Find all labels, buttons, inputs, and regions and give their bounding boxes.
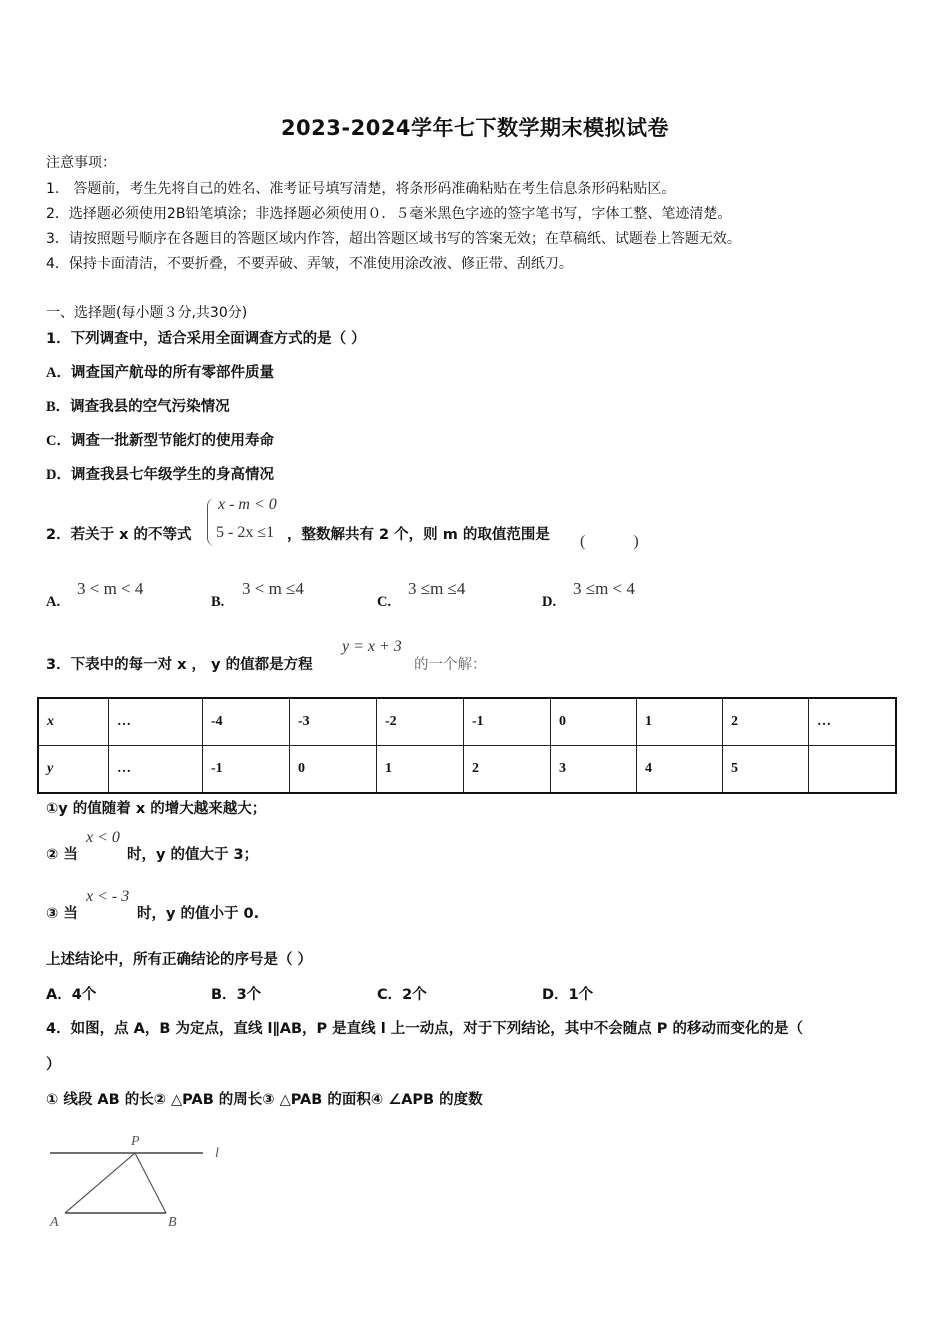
q1-option-c[interactable] bbox=[46, 429, 274, 450]
q2-option-c[interactable] bbox=[377, 594, 391, 611]
table-cell: 5 bbox=[723, 746, 809, 794]
option-label: C． bbox=[46, 433, 71, 449]
table-cell: -1 bbox=[464, 698, 551, 746]
label-a: A bbox=[50, 1215, 59, 1230]
q2-option-b[interactable] bbox=[211, 594, 224, 611]
q2-answer-blank: ( ) bbox=[580, 533, 639, 550]
table-cell: y bbox=[38, 746, 109, 794]
inequality-system bbox=[207, 496, 297, 550]
option-text: 4个 bbox=[71, 987, 97, 1003]
table-cell: … bbox=[109, 698, 203, 746]
option-label: C． bbox=[377, 987, 403, 1003]
triangle-figure bbox=[40, 1125, 240, 1235]
option-label: B. bbox=[211, 594, 225, 610]
q4-items: ① 线段 AB 的长② △PAB 的周长③ △PAB 的面积④ ∠APB 的度数 bbox=[46, 1092, 483, 1108]
notice-heading: 注意事项： bbox=[46, 155, 116, 171]
section-heading: 一、选择题(每小题３分,共30分) bbox=[46, 305, 248, 321]
q3-conclusion-2 bbox=[46, 843, 78, 864]
option-text: 3个 bbox=[236, 987, 262, 1003]
table-cell: 3 bbox=[551, 746, 637, 794]
table-row-y bbox=[38, 746, 896, 794]
q2-option-d-math: 3 ≤m < 4 bbox=[573, 579, 635, 598]
q2-option-b-math: 3 < m ≤4 bbox=[242, 579, 304, 598]
option-text: 2个 bbox=[402, 987, 427, 1003]
conclusion-2-math: x < 0 bbox=[86, 829, 120, 846]
option-label: B． bbox=[46, 399, 71, 415]
label-p: P bbox=[131, 1134, 140, 1149]
conclusion-prefix: ③ 当 bbox=[46, 906, 78, 922]
q2-option-a[interactable] bbox=[46, 594, 60, 611]
q1-stem: 1．下列调查中，适合采用全面调查方式的是（ ） bbox=[46, 331, 366, 347]
q3-option-c[interactable] bbox=[377, 983, 427, 1004]
conclusion-prefix: ① bbox=[46, 801, 59, 817]
table-cell: 0 bbox=[290, 746, 377, 794]
inequality-1: x - m < 0 bbox=[218, 496, 277, 513]
xy-table bbox=[37, 697, 897, 794]
table-cell: x bbox=[38, 698, 109, 746]
conclusion-3-math: x < - 3 bbox=[86, 888, 130, 905]
option-label: C. bbox=[377, 594, 392, 610]
table-cell: … bbox=[809, 698, 897, 746]
q3-option-a[interactable] bbox=[46, 983, 96, 1004]
q3-equation: y = x + 3 bbox=[342, 638, 402, 655]
table-cell: -1 bbox=[203, 746, 290, 794]
q1-option-a[interactable] bbox=[46, 361, 274, 382]
table-cell: 0 bbox=[551, 698, 637, 746]
option-label: D． bbox=[542, 987, 569, 1003]
q2-option-d[interactable] bbox=[542, 594, 556, 611]
q3-stem-before: 3．下表中的每一对 x ， y 的值都是方程 bbox=[46, 657, 313, 673]
conclusion-text: y 的值随着 x 的增大越来越大； bbox=[58, 801, 267, 817]
q2-stem-after: ，整数解共有 2 个，则 m 的取值范围是 bbox=[287, 527, 550, 543]
table-cell: 1 bbox=[377, 746, 464, 794]
segment-pa bbox=[65, 1153, 135, 1213]
q2-option-c-math: 3 ≤m ≤4 bbox=[408, 579, 466, 598]
brace-icon bbox=[207, 498, 216, 546]
segment-pb bbox=[135, 1153, 166, 1213]
option-label: D. bbox=[542, 594, 557, 610]
table-cell: 1 bbox=[637, 698, 723, 746]
notice-item-3: 3．请按照题号顺序在各题目的答题区域内作答，超出答题区域书写的答案无效；在草稿纸、试题卷上答题无效。 bbox=[46, 231, 741, 247]
option-label: D． bbox=[46, 467, 71, 483]
q4-stem-line2: ） bbox=[46, 1057, 61, 1073]
table-row-x bbox=[38, 698, 896, 746]
table-cell: -3 bbox=[290, 698, 377, 746]
conclusion-3-text: 时，y 的值小于 0. bbox=[137, 906, 260, 922]
table-cell: -2 bbox=[377, 698, 464, 746]
table-cell: … bbox=[109, 746, 203, 794]
q3-conclusion-1 bbox=[46, 797, 266, 818]
option-label: A. bbox=[46, 594, 61, 610]
option-text: 调查国产航母的所有零部件质量 bbox=[70, 365, 274, 381]
option-label: A． bbox=[46, 987, 72, 1003]
q2-option-a-math: 3 < m < 4 bbox=[77, 579, 144, 598]
q1-option-b[interactable] bbox=[46, 395, 230, 416]
option-text: 调查我县的空气污染情况 bbox=[70, 399, 230, 415]
table-cell: 2 bbox=[723, 698, 809, 746]
q3-conclusion-3 bbox=[46, 902, 78, 923]
q3-stem-after: 的一个解： bbox=[414, 657, 487, 673]
option-label: B． bbox=[211, 987, 237, 1003]
option-text: 1个 bbox=[568, 987, 594, 1003]
option-text: 调查一批新型节能灯的使用寿命 bbox=[70, 433, 274, 449]
q3-question: 上述结论中，所有正确结论的序号是（ ） bbox=[46, 952, 313, 968]
notice-item-2: 2．选择题必须使用2B铅笔填涂；非选择题必须使用０．５毫米黑色字迹的签字笔书写，字体工整、笔迹清楚。 bbox=[46, 206, 732, 222]
conclusion-2-text: 时，y 的值大于 3； bbox=[127, 847, 259, 863]
label-l: l bbox=[215, 1146, 219, 1161]
label-b: B bbox=[168, 1215, 177, 1230]
table-cell: -4 bbox=[203, 698, 290, 746]
q1-option-d[interactable] bbox=[46, 463, 274, 484]
table-cell bbox=[809, 746, 897, 794]
conclusion-prefix: ② 当 bbox=[46, 847, 78, 863]
q3-option-b[interactable] bbox=[211, 983, 261, 1004]
inequality-2: 5 - 2x ≤1 bbox=[216, 524, 275, 541]
table-cell: 4 bbox=[637, 746, 723, 794]
page-title: 2023-2024学年七下数学期末模拟试卷 bbox=[280, 116, 670, 140]
table-cell: 2 bbox=[464, 746, 551, 794]
q2-stem-before: 2．若关于 x 的不等式 bbox=[46, 527, 192, 543]
option-text: 调查我县七年级学生的身高情况 bbox=[70, 467, 274, 483]
q3-option-d[interactable] bbox=[542, 983, 593, 1004]
notice-item-1: 1. 答题前，考生先将自己的姓名、准考证号填写清楚，将条形码准确粘贴在考生信息条形码粘贴区。 bbox=[46, 181, 676, 197]
option-label: A． bbox=[46, 365, 71, 381]
notice-item-4: 4．保持卡面清洁，不要折叠，不要弄破、弄皱，不准使用涂改液、修正带、刮纸刀。 bbox=[46, 256, 573, 272]
q4-stem-line1: 4．如图，点 A，B 为定点，直线 l∥AB，P 是直线 l 上一动点，对于下列结论，其中不会随点 P 的移动而变化的是（ bbox=[46, 1021, 803, 1037]
